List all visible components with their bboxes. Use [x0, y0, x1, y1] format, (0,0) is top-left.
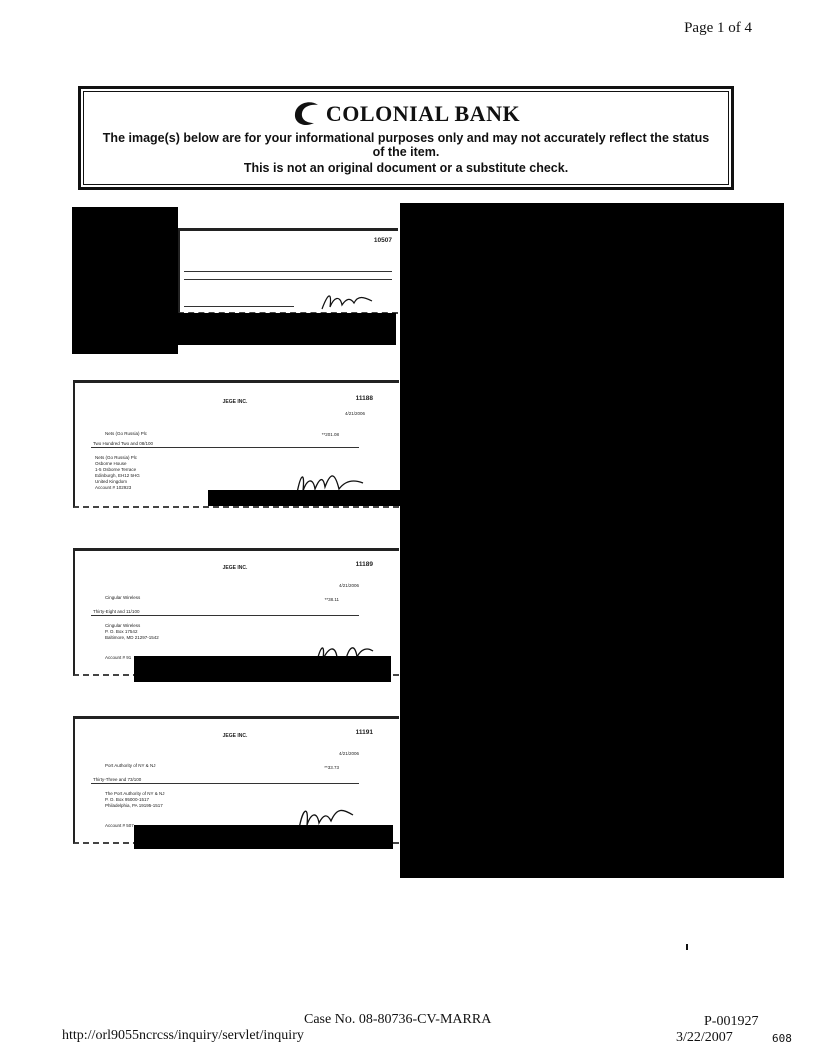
memo-line [184, 306, 294, 307]
redaction-block [178, 313, 396, 345]
redaction-block [134, 825, 393, 849]
page-indicator: Page 1 of 4 [684, 20, 752, 36]
payee-address: Cingular Wireless P. O. Box 17542 Baltimore, MD 21297-1542 [105, 623, 159, 640]
bank-logo [81, 101, 731, 127]
payee-address: The Port Authority of NY & NJ P. O. Box 95000-1517 Philadelphia, PA 19195-1517 [105, 791, 165, 808]
redaction-block [72, 207, 178, 354]
account-number: Account # 91 [105, 655, 132, 660]
check-number: 11189 [355, 561, 373, 568]
not-original-notice: This is not an original document or a substitute check. [243, 161, 569, 175]
payee: Cingular Wireless [105, 595, 141, 600]
informational-notice: The image(s) below are for your informational purposes only and may not accurately reflect the status of the item. [102, 131, 710, 159]
check-date: 4/21/2006 [338, 583, 359, 588]
amount-line [91, 615, 359, 616]
check-image [178, 228, 398, 314]
payee-address: Nets (Go Russia) Plc Osborne House 1-5 Osborne Terrace Edinburgh, EH12 5HG United Kingdom Account # 102923 [95, 455, 140, 490]
amount-words: Thirty-Eight and 11/100 [93, 609, 140, 614]
redaction-block [208, 490, 400, 506]
amount-line [91, 447, 359, 448]
check-amount: **201.08 [321, 432, 339, 437]
redaction-block [134, 656, 391, 682]
payee: Port Authority of NY & NJ [105, 763, 156, 768]
check-amount: **38.11 [324, 597, 339, 602]
check-number: 10507 [373, 237, 392, 244]
scan-mark [686, 944, 688, 950]
signature-icon [320, 289, 375, 313]
check-date: 4/21/2006 [344, 411, 365, 416]
production-number: P-001927 [704, 1014, 759, 1029]
check-number: 11191 [355, 729, 373, 736]
amount-line [184, 271, 392, 272]
company-name: JEGE INC. [222, 565, 248, 571]
company-name: JEGE INC. [222, 399, 248, 405]
amount-line [184, 279, 392, 280]
account-number: Account # 507 [105, 823, 134, 828]
check-amount: **33.73 [324, 765, 339, 770]
bates-stamp: 608 [772, 1032, 792, 1045]
check-image [73, 380, 399, 508]
case-number: Case No. 08-80736-CV-MARRA [304, 1012, 492, 1027]
company-name: JEGE INC. [222, 733, 248, 739]
source-url: http://orl9055ncrcss/inquiry/servlet/inquiry [62, 1028, 304, 1043]
print-date: 3/22/2007 [676, 1030, 733, 1045]
redaction-block [400, 203, 784, 878]
disclaimer-banner [78, 86, 734, 190]
bank-name: COLONIAL BANK [325, 101, 521, 126]
check-date: 4/21/2006 [338, 751, 359, 756]
amount-words: Thirty-Three and 73/100 [93, 777, 142, 782]
amount-line [91, 783, 359, 784]
amount-words: Two Hundred Two and 08/100 [93, 441, 153, 446]
payee: Nets (Go Russia) Plc [105, 431, 148, 436]
colonial-bank-logo-icon [292, 101, 320, 127]
check-number: 11188 [355, 395, 373, 402]
